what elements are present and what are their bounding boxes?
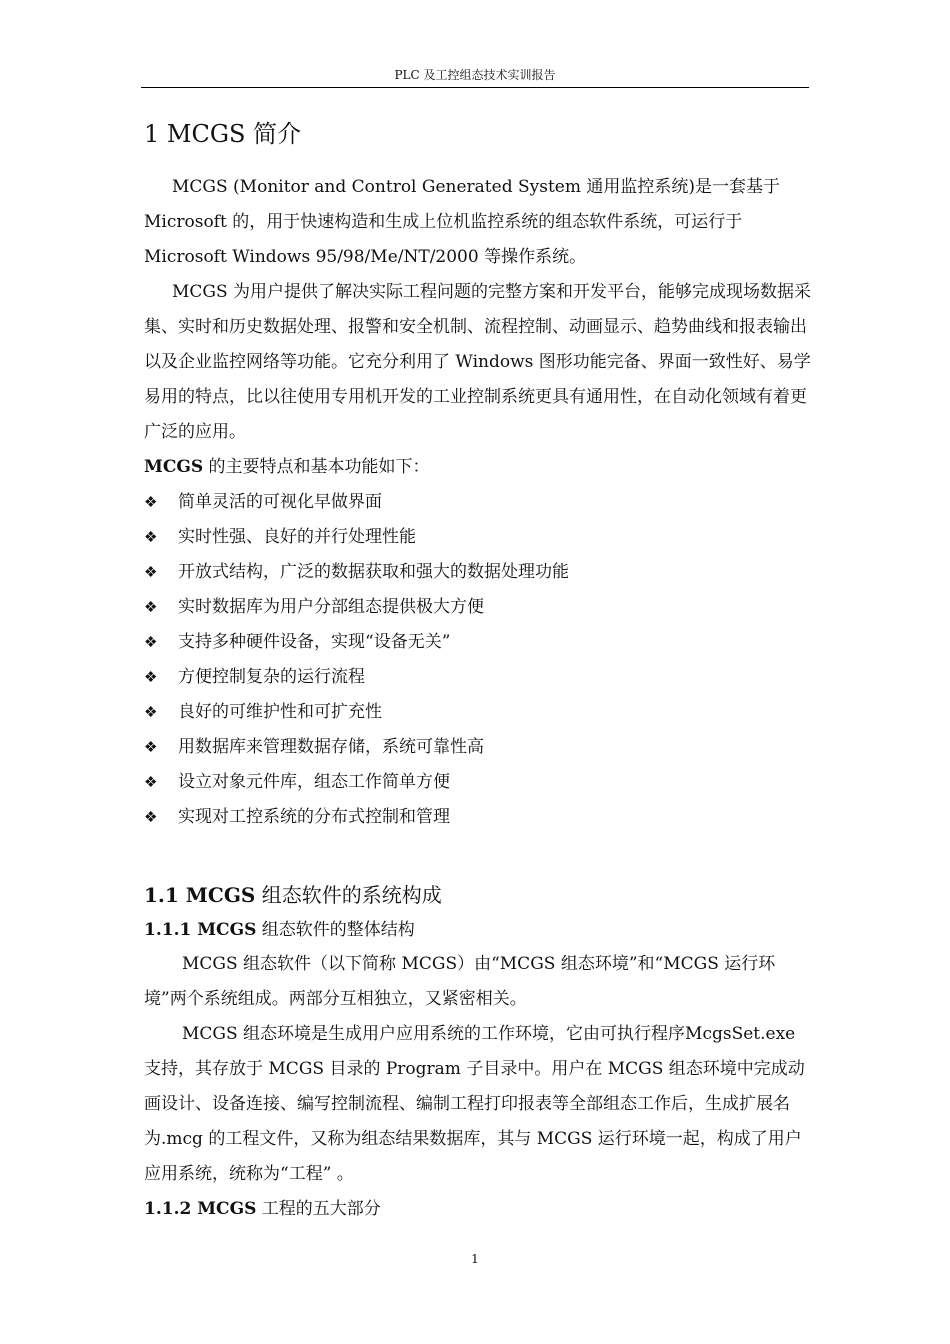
- diamond-bullet-icon: ❖: [144, 598, 158, 616]
- list-item-text: 实时数据库为用户分部组态提供极大方便: [178, 597, 484, 617]
- subsection-title: [144, 877, 812, 913]
- list-item: [144, 590, 812, 625]
- diamond-bullet-icon: ❖: [144, 703, 158, 721]
- list-item: [144, 520, 812, 555]
- paragraph: MCGS 为用户提供了解决实际工程问题的完整方案和开发平台，能够完成现场数据采集、实时和历史数据处理、报警和安全机制、流程控制、动画显示、趋势曲线和报表输出以及企业监控网络等功能。它充分利用了 Windows 图形功能完备、界面一致性好、易学易用的特点，比以往使用专用机开发的工业控制系统更具有通用性，在自动化领域有着更广泛的应用。: [144, 282, 812, 442]
- page-header: PLC 及工控组态技术实训报告: [394, 68, 556, 82]
- list-item-text: 支持多种硬件设备，实现“设备无关”: [178, 632, 451, 652]
- list-item: [144, 730, 812, 765]
- document-body: [144, 112, 812, 1226]
- list-item-text: 设立对象元件库，组态工作简单方便: [178, 772, 450, 792]
- list-item-text: 方便控制复杂的运行流程: [178, 667, 365, 687]
- list-item-text: 用数据库来管理数据存储，系统可靠性高: [178, 737, 484, 757]
- features-lead: [144, 450, 812, 485]
- features-lead-bold: MCGS: [144, 457, 204, 477]
- paragraph: MCGS 组态环境是生成用户应用系统的工作环境，它由可执行程序McgsSet.exe 支持，其存放于 MCGS 目录的 Program 子目录中。用户在 MCGS 组态环境中完成动画设计、设备连接、编写控制流程、编制工程打印报表等全部组态工作后，生成扩展名为.mcg 的工程文件，又称为组态结果数据库，其与 MCGS 运行环境一起，构成了用户应用系统，统称为“工程” 。: [144, 1024, 805, 1184]
- feature-list: [144, 485, 812, 835]
- header-rule: [141, 87, 809, 88]
- list-item: [144, 695, 812, 730]
- subsubsection-title-text: 工程的五大部分: [256, 1199, 381, 1219]
- subsubsection-title-text: 组态软件的整体结构: [256, 920, 415, 940]
- diamond-bullet-icon: ❖: [144, 738, 158, 756]
- diamond-bullet-icon: ❖: [144, 773, 158, 791]
- list-item: [144, 800, 812, 835]
- list-item-text: 开放式结构，广泛的数据获取和强大的数据处理功能: [178, 562, 569, 582]
- section-title: 1 MCGS 简介: [144, 120, 302, 148]
- diamond-bullet-icon: ❖: [144, 633, 158, 651]
- list-item-text: 良好的可维护性和可扩充性: [178, 702, 382, 722]
- page-number: 1: [471, 1252, 479, 1266]
- list-item: [144, 485, 812, 520]
- subsection-number: 1.1 MCGS: [144, 883, 256, 907]
- list-item-text: 实现对工控系统的分布式控制和管理: [178, 807, 450, 827]
- diamond-bullet-icon: ❖: [144, 493, 158, 511]
- diamond-bullet-icon: ❖: [144, 808, 158, 826]
- paragraph: MCGS (Monitor and Control Generated System 通用监控系统)是一套基于Microsoft 的，用于快速构造和生成上位机监控系统的组态软件系统，可运行于Microsoft Windows 95/98/Me/NT/2000 等操作系统。: [144, 177, 781, 267]
- paragraph: MCGS 组态软件（以下简称 MCGS）由“MCGS 组态环境”和“MCGS 运行环境”两个系统组成。两部分互相独立，又紧密相关。: [144, 954, 776, 1009]
- list-item-text: 实时性强、良好的并行处理性能: [178, 527, 416, 547]
- subsubsection-title: [144, 1192, 812, 1226]
- diamond-bullet-icon: ❖: [144, 528, 158, 546]
- subsection-title-text: 组态软件的系统构成: [255, 883, 442, 907]
- list-item-text: 简单灵活的可视化早做界面: [178, 492, 382, 512]
- subsubsection-number: 1.1.2 MCGS: [144, 1199, 257, 1219]
- list-item: [144, 625, 812, 660]
- subsubsection-number: 1.1.1 MCGS: [144, 920, 257, 940]
- diamond-bullet-icon: ❖: [144, 563, 158, 581]
- list-item: [144, 555, 812, 590]
- diamond-bullet-icon: ❖: [144, 668, 158, 686]
- list-item: [144, 660, 812, 695]
- features-lead-text: 的主要特点和基本功能如下：: [203, 457, 430, 477]
- list-item: [144, 765, 812, 800]
- subsubsection-title: [144, 913, 812, 947]
